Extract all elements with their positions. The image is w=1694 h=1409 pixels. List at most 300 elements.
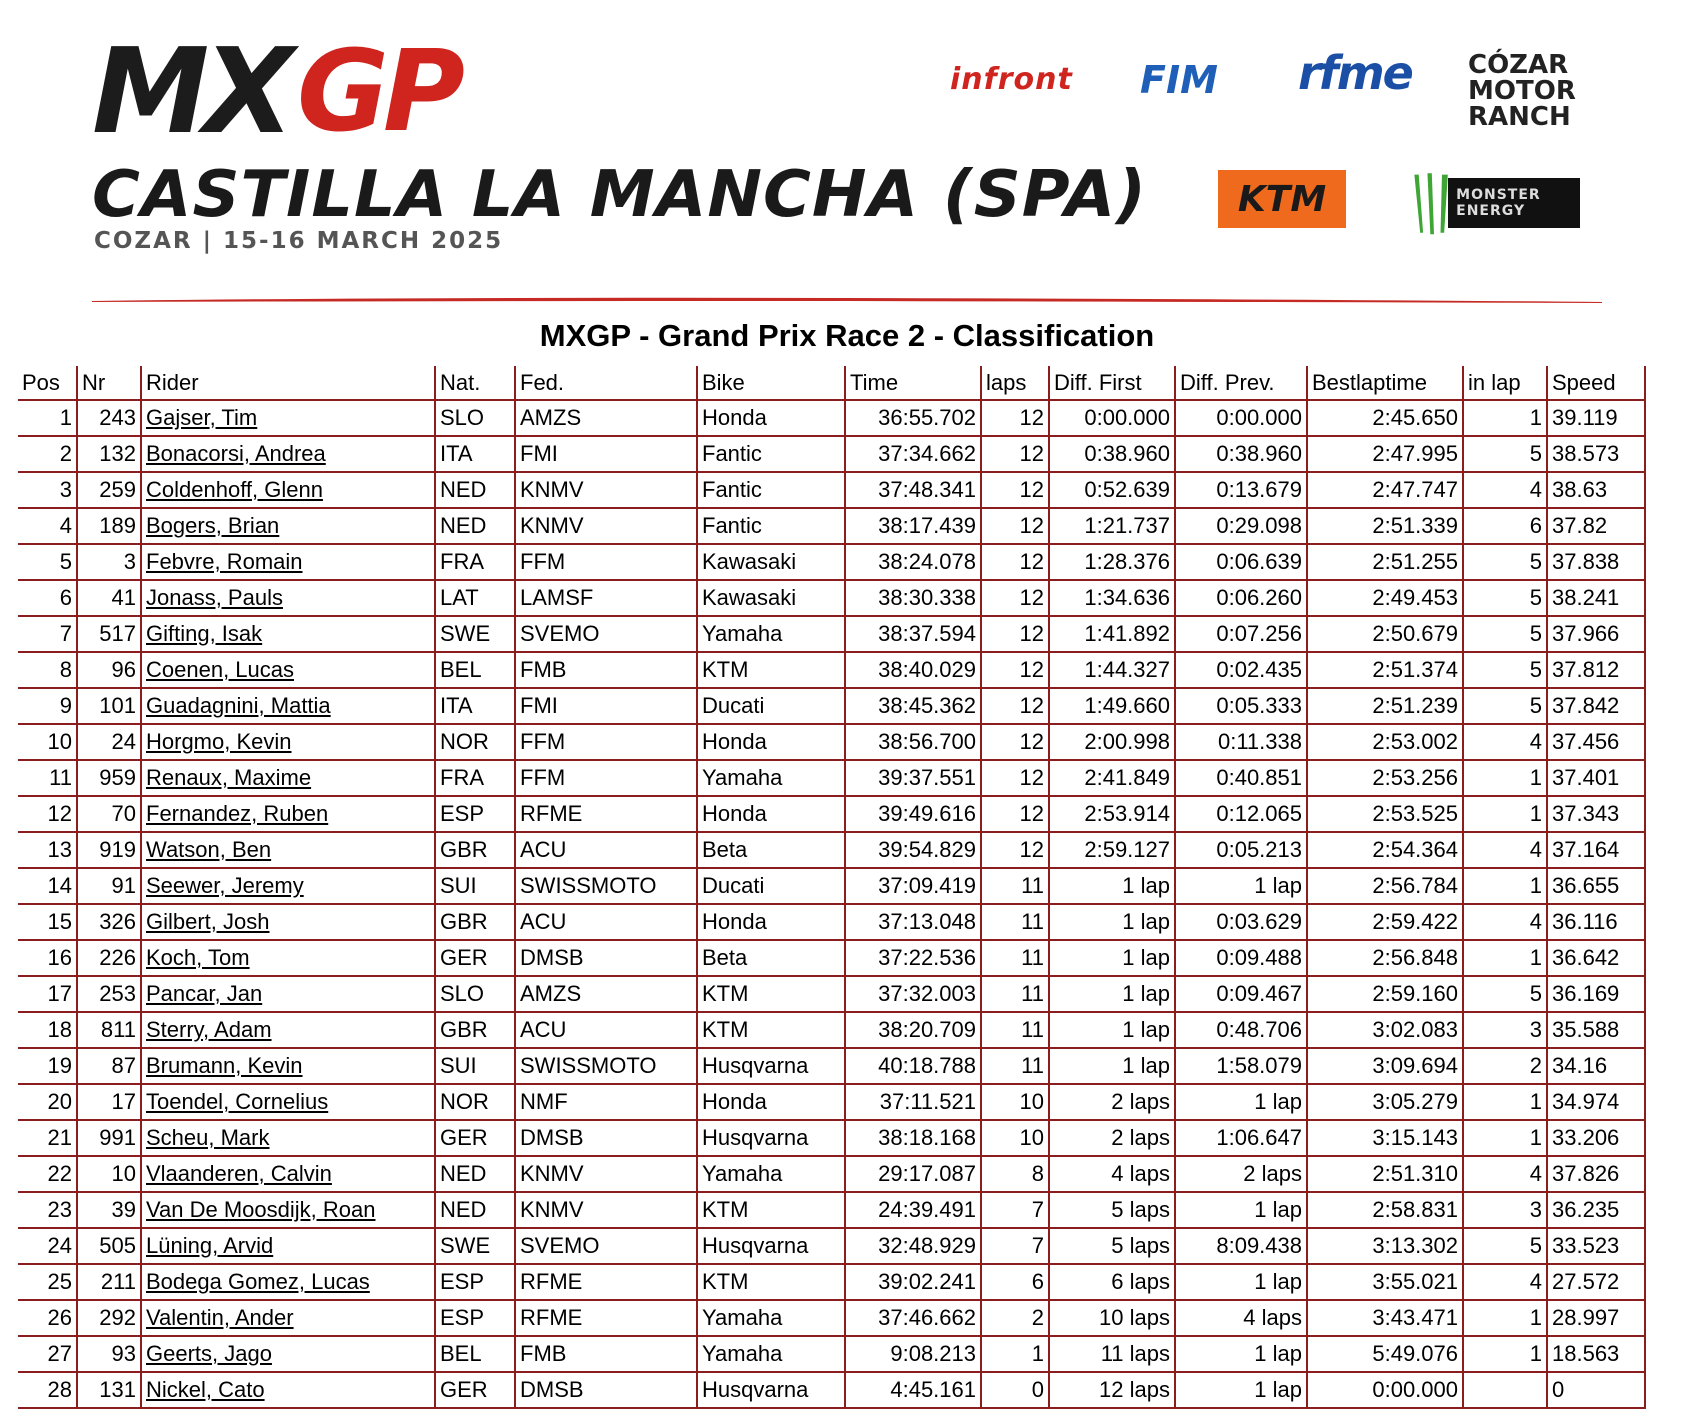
table-row — [18, 545, 1646, 581]
cell-in-lap — [1464, 1373, 1548, 1409]
monster-claw-icon — [1410, 160, 1452, 246]
cell-diff-first: 2 laps — [1050, 1121, 1176, 1157]
rider-link[interactable]: Sterry, Adam — [146, 1017, 272, 1042]
cell-laps: 2 — [982, 1301, 1050, 1337]
rider-link[interactable]: Gajser, Tim — [146, 405, 258, 430]
cell-diff-prev: 0:48.706 — [1176, 1013, 1308, 1049]
cell-pos: 27 — [18, 1337, 78, 1373]
cell-rider — [142, 689, 436, 725]
cell-pos: 9 — [18, 689, 78, 725]
cell-nat: ITA — [436, 689, 516, 725]
cell-nr: 919 — [78, 833, 142, 869]
cell-nr: 259 — [78, 473, 142, 509]
cell-bike: Yamaha — [698, 1337, 846, 1373]
cell-pos: 8 — [18, 653, 78, 689]
cell-fed: FMB — [516, 653, 698, 689]
cell-fed: SVEMO — [516, 1229, 698, 1265]
column-header-nat: Nat. — [436, 366, 516, 401]
cell-time: 40:18.788 — [846, 1049, 982, 1085]
mxgp-logo — [92, 30, 532, 150]
cell-rider — [142, 725, 436, 761]
cell-pos: 19 — [18, 1049, 78, 1085]
classification-table — [18, 366, 1646, 1409]
column-header-nr: Nr — [78, 366, 142, 401]
column-header-laps: laps — [982, 366, 1050, 401]
cell-speed: 28.997 — [1548, 1301, 1646, 1337]
cell-laps: 12 — [982, 725, 1050, 761]
rider-link[interactable]: Pancar, Jan — [146, 981, 263, 1006]
cell-pos: 20 — [18, 1085, 78, 1121]
document-title: MXGP - Grand Prix Race 2 - Classification — [539, 318, 1155, 353]
cell-time: 37:11.521 — [846, 1085, 982, 1121]
cell-laps: 12 — [982, 653, 1050, 689]
cell-bestlaptime: 2:47.995 — [1308, 437, 1464, 473]
cell-laps: 12 — [982, 437, 1050, 473]
cell-fed: ACU — [516, 905, 698, 941]
rider-link[interactable]: Renaux, Maxime — [146, 765, 312, 790]
cell-in-lap: 4 — [1464, 725, 1548, 761]
cell-diff-first: 1:41.892 — [1050, 617, 1176, 653]
cell-diff-prev: 0:09.467 — [1176, 977, 1308, 1013]
cell-speed: 37.82 — [1548, 509, 1646, 545]
cell-bike: Husqvarna — [698, 1373, 846, 1409]
rider-link[interactable]: Bodega Gomez, Lucas — [146, 1269, 370, 1294]
column-header-bestlaptime: Bestlaptime — [1308, 366, 1464, 401]
cell-fed: KNMV — [516, 1193, 698, 1229]
cell-nr: 70 — [78, 797, 142, 833]
cell-pos: 7 — [18, 617, 78, 653]
rider-link[interactable]: Van De Moosdijk, Roan — [146, 1197, 376, 1222]
cell-speed: 18.563 — [1548, 1337, 1646, 1373]
cell-fed: RFME — [516, 1265, 698, 1301]
rider-link[interactable]: Bonacorsi, Andrea — [146, 441, 326, 466]
cell-in-lap: 3 — [1464, 1193, 1548, 1229]
rider-link[interactable]: Coldenhoff, Glenn — [146, 477, 323, 502]
cell-nat: ESP — [436, 797, 516, 833]
cell-bike: Husqvarna — [698, 1229, 846, 1265]
cell-diff-first: 1:44.327 — [1050, 653, 1176, 689]
cell-nr: 96 — [78, 653, 142, 689]
cell-diff-first: 12 laps — [1050, 1373, 1176, 1409]
cell-nat: NOR — [436, 725, 516, 761]
cell-speed: 39.119 — [1548, 401, 1646, 437]
cell-diff-first: 4 laps — [1050, 1157, 1176, 1193]
cell-fed: FFM — [516, 761, 698, 797]
cell-laps: 11 — [982, 941, 1050, 977]
rider-link[interactable]: Gifting, Isak — [146, 621, 263, 646]
cell-nr: 211 — [78, 1265, 142, 1301]
cell-in-lap: 3 — [1464, 1013, 1548, 1049]
table-row — [18, 761, 1646, 797]
cell-bike: KTM — [698, 653, 846, 689]
cell-nr: 991 — [78, 1121, 142, 1157]
cell-bike: Yamaha — [698, 1301, 846, 1337]
cell-rider — [142, 1229, 436, 1265]
cell-fed: FMI — [516, 689, 698, 725]
cell-in-lap: 1 — [1464, 1121, 1548, 1157]
cell-diff-first: 1:49.660 — [1050, 689, 1176, 725]
cell-pos: 10 — [18, 725, 78, 761]
cell-rider — [142, 617, 436, 653]
cell-time: 39:02.241 — [846, 1265, 982, 1301]
cell-bike: Fantic — [698, 473, 846, 509]
cell-bike: Ducati — [698, 689, 846, 725]
cell-bestlaptime: 2:47.747 — [1308, 473, 1464, 509]
cell-rider — [142, 1121, 436, 1157]
column-header-diff-first: Diff. First — [1050, 366, 1176, 401]
rider-link[interactable]: Seewer, Jeremy — [146, 873, 304, 898]
cell-in-lap: 1 — [1464, 761, 1548, 797]
cell-diff-first: 5 laps — [1050, 1193, 1176, 1229]
cell-speed: 37.838 — [1548, 545, 1646, 581]
cell-diff-first: 1:34.636 — [1050, 581, 1176, 617]
cell-bike: Yamaha — [698, 617, 846, 653]
cell-diff-prev: 0:06.260 — [1176, 581, 1308, 617]
cell-laps: 12 — [982, 545, 1050, 581]
table-row — [18, 1121, 1646, 1157]
cell-diff-prev: 0:11.338 — [1176, 725, 1308, 761]
cell-nat: GBR — [436, 1013, 516, 1049]
cell-time: 38:40.029 — [846, 653, 982, 689]
cell-in-lap: 4 — [1464, 1265, 1548, 1301]
cell-pos: 17 — [18, 977, 78, 1013]
cell-speed: 38.241 — [1548, 581, 1646, 617]
cell-rider — [142, 1013, 436, 1049]
cell-nat: ITA — [436, 437, 516, 473]
cell-pos: 3 — [18, 473, 78, 509]
cell-bestlaptime: 2:51.374 — [1308, 653, 1464, 689]
cell-nr: 41 — [78, 581, 142, 617]
cell-diff-first: 1 lap — [1050, 977, 1176, 1013]
cell-diff-first: 6 laps — [1050, 1265, 1176, 1301]
cell-pos: 14 — [18, 869, 78, 905]
cell-laps: 11 — [982, 1049, 1050, 1085]
ktm-logo: KTM — [1218, 170, 1346, 228]
rider-link[interactable]: Fernandez, Ruben — [146, 801, 329, 826]
cell-diff-first: 1 lap — [1050, 1013, 1176, 1049]
rider-link[interactable]: Nickel, Cato — [146, 1377, 265, 1402]
cell-bike: Honda — [698, 797, 846, 833]
cell-speed: 33.523 — [1548, 1229, 1646, 1265]
cell-fed: DMSB — [516, 1373, 698, 1409]
cell-bike: Kawasaki — [698, 581, 846, 617]
rider-link[interactable]: Bogers, Brian — [146, 513, 280, 538]
cell-pos: 21 — [18, 1121, 78, 1157]
cell-speed: 36.116 — [1548, 905, 1646, 941]
cell-nr: 326 — [78, 905, 142, 941]
cell-bike: Husqvarna — [698, 1049, 846, 1085]
cell-speed: 38.63 — [1548, 473, 1646, 509]
cell-speed: 37.966 — [1548, 617, 1646, 653]
cell-in-lap: 1 — [1464, 1085, 1548, 1121]
cell-fed: FFM — [516, 725, 698, 761]
cell-fed: FFM — [516, 545, 698, 581]
svg-text:GP: GP — [297, 30, 460, 150]
cell-nr: 87 — [78, 1049, 142, 1085]
cell-diff-first: 11 laps — [1050, 1337, 1176, 1373]
cell-rider — [142, 509, 436, 545]
cell-nr: 292 — [78, 1301, 142, 1337]
cell-in-lap: 5 — [1464, 653, 1548, 689]
cell-nr: 3 — [78, 545, 142, 581]
cell-rider — [142, 401, 436, 437]
table-row — [18, 869, 1646, 905]
cell-diff-prev: 0:00.000 — [1176, 401, 1308, 437]
cell-rider — [142, 1265, 436, 1301]
cell-in-lap: 5 — [1464, 545, 1548, 581]
cell-speed: 27.572 — [1548, 1265, 1646, 1301]
table-row — [18, 1229, 1646, 1265]
cell-fed: FMB — [516, 1337, 698, 1373]
rider-link[interactable]: Jonass, Pauls — [146, 585, 283, 610]
cell-speed: 35.588 — [1548, 1013, 1646, 1049]
cell-nat: SWE — [436, 617, 516, 653]
cell-nat: FRA — [436, 761, 516, 797]
cell-pos: 6 — [18, 581, 78, 617]
cell-laps: 12 — [982, 617, 1050, 653]
cell-bestlaptime: 2:54.364 — [1308, 833, 1464, 869]
cell-in-lap: 4 — [1464, 905, 1548, 941]
cell-speed: 38.573 — [1548, 437, 1646, 473]
cell-fed: RFME — [516, 1301, 698, 1337]
cell-nat: SWE — [436, 1229, 516, 1265]
cell-bike: Yamaha — [698, 761, 846, 797]
rider-link[interactable]: Scheu, Mark — [146, 1125, 270, 1150]
cell-nr: 226 — [78, 941, 142, 977]
cell-pos: 23 — [18, 1193, 78, 1229]
column-header-diff-prev: Diff. Prev. — [1176, 366, 1308, 401]
cell-bestlaptime: 3:55.021 — [1308, 1265, 1464, 1301]
cell-in-lap: 5 — [1464, 437, 1548, 473]
cell-speed: 33.206 — [1548, 1121, 1646, 1157]
cell-bestlaptime: 0:00.000 — [1308, 1373, 1464, 1409]
cell-in-lap: 5 — [1464, 689, 1548, 725]
cell-diff-prev: 0:05.333 — [1176, 689, 1308, 725]
cell-speed: 36.235 — [1548, 1193, 1646, 1229]
cell-diff-prev: 1 lap — [1176, 1337, 1308, 1373]
cell-laps: 0 — [982, 1373, 1050, 1409]
cell-diff-first: 1:28.376 — [1050, 545, 1176, 581]
cell-time: 38:17.439 — [846, 509, 982, 545]
cell-bike: Kawasaki — [698, 545, 846, 581]
table-row — [18, 1157, 1646, 1193]
cell-rider — [142, 1193, 436, 1229]
cell-time: 37:48.341 — [846, 473, 982, 509]
cell-pos: 2 — [18, 437, 78, 473]
cell-in-lap: 6 — [1464, 509, 1548, 545]
cell-laps: 6 — [982, 1265, 1050, 1301]
cell-bestlaptime: 2:58.831 — [1308, 1193, 1464, 1229]
cell-rider — [142, 977, 436, 1013]
cell-pos: 13 — [18, 833, 78, 869]
cell-diff-first: 1:21.737 — [1050, 509, 1176, 545]
cell-fed: DMSB — [516, 941, 698, 977]
rider-link[interactable]: Coenen, Lucas — [146, 657, 294, 682]
cell-speed: 34.974 — [1548, 1085, 1646, 1121]
cell-time: 37:46.662 — [846, 1301, 982, 1337]
table-row — [18, 905, 1646, 941]
cell-bestlaptime: 3:05.279 — [1308, 1085, 1464, 1121]
cell-in-lap: 2 — [1464, 1049, 1548, 1085]
rider-link[interactable]: Lüning, Arvid — [146, 1233, 274, 1258]
cell-nat: FRA — [436, 545, 516, 581]
cell-rider — [142, 1157, 436, 1193]
cell-rider — [142, 1373, 436, 1409]
cell-laps: 11 — [982, 1013, 1050, 1049]
cell-bike: Fantic — [698, 509, 846, 545]
rider-link[interactable]: Febvre, Romain — [146, 549, 303, 574]
cell-bike: Beta — [698, 833, 846, 869]
column-header-in-lap: in lap — [1464, 366, 1548, 401]
cell-nat: GER — [436, 1373, 516, 1409]
cell-time: 38:30.338 — [846, 581, 982, 617]
cell-rider — [142, 905, 436, 941]
table-row — [18, 689, 1646, 725]
cell-nr: 132 — [78, 437, 142, 473]
table-row — [18, 1013, 1646, 1049]
table-row — [18, 1337, 1646, 1373]
rider-link[interactable]: Gilbert, Josh — [146, 909, 270, 934]
event-subtitle: COZAR | 15-16 MARCH 2025 — [94, 228, 504, 254]
cell-laps: 12 — [982, 509, 1050, 545]
cell-time: 29:17.087 — [846, 1157, 982, 1193]
cell-fed: KNMV — [516, 473, 698, 509]
cell-diff-first: 2:53.914 — [1050, 797, 1176, 833]
cell-diff-prev: 1:58.079 — [1176, 1049, 1308, 1085]
fim-logo: FIM — [1140, 58, 1218, 102]
table-row — [18, 437, 1646, 473]
cell-pos: 5 — [18, 545, 78, 581]
cell-fed: KNMV — [516, 1157, 698, 1193]
cell-time: 38:37.594 — [846, 617, 982, 653]
cell-in-lap: 4 — [1464, 1157, 1548, 1193]
table-row — [18, 401, 1646, 437]
cell-nat: ESP — [436, 1301, 516, 1337]
rider-link[interactable]: Geerts, Jago — [146, 1341, 272, 1366]
cell-fed: SVEMO — [516, 617, 698, 653]
cell-bike: Ducati — [698, 869, 846, 905]
cell-pos: 15 — [18, 905, 78, 941]
cell-in-lap: 5 — [1464, 1229, 1548, 1265]
cell-bestlaptime: 2:53.525 — [1308, 797, 1464, 833]
cell-time: 38:24.078 — [846, 545, 982, 581]
cell-in-lap: 5 — [1464, 617, 1548, 653]
cell-pos: 16 — [18, 941, 78, 977]
cell-bike: KTM — [698, 977, 846, 1013]
cell-diff-prev: 1 lap — [1176, 1085, 1308, 1121]
cell-time: 39:54.829 — [846, 833, 982, 869]
cell-nat: NED — [436, 473, 516, 509]
table-row — [18, 941, 1646, 977]
cell-diff-first: 1 lap — [1050, 905, 1176, 941]
cell-pos: 4 — [18, 509, 78, 545]
cell-diff-first: 2:00.998 — [1050, 725, 1176, 761]
cell-speed: 36.169 — [1548, 977, 1646, 1013]
cell-fed: SWISSMOTO — [516, 869, 698, 905]
cell-diff-prev: 0:07.256 — [1176, 617, 1308, 653]
cell-diff-prev: 0:05.213 — [1176, 833, 1308, 869]
cell-pos: 26 — [18, 1301, 78, 1337]
cell-rider — [142, 833, 436, 869]
rider-link[interactable]: Guadagnini, Mattia — [146, 693, 331, 718]
cell-diff-first: 5 laps — [1050, 1229, 1176, 1265]
cell-diff-prev: 0:09.488 — [1176, 941, 1308, 977]
cell-bestlaptime: 5:49.076 — [1308, 1337, 1464, 1373]
cell-nr: 17 — [78, 1085, 142, 1121]
column-header-pos: Pos — [18, 366, 78, 401]
cell-fed: NMF — [516, 1085, 698, 1121]
rider-link[interactable]: Brumann, Kevin — [146, 1053, 303, 1078]
cell-speed: 36.655 — [1548, 869, 1646, 905]
cell-bike: Honda — [698, 401, 846, 437]
cell-rider — [142, 1301, 436, 1337]
cell-speed: 0 — [1548, 1373, 1646, 1409]
cell-time: 38:56.700 — [846, 725, 982, 761]
cell-nat: GBR — [436, 833, 516, 869]
cell-nr: 91 — [78, 869, 142, 905]
rider-link[interactable]: Valentin, Ander — [146, 1305, 294, 1330]
rider-link[interactable]: Toendel, Cornelius — [146, 1089, 329, 1114]
cell-speed: 34.16 — [1548, 1049, 1646, 1085]
table-row — [18, 833, 1646, 869]
infront-logo: infront — [950, 62, 1073, 97]
cell-nr: 253 — [78, 977, 142, 1013]
cell-time: 38:45.362 — [846, 689, 982, 725]
cell-pos: 1 — [18, 401, 78, 437]
rider-link[interactable]: Watson, Ben — [146, 837, 272, 862]
cell-laps: 12 — [982, 833, 1050, 869]
cell-nr: 101 — [78, 689, 142, 725]
cell-pos: 28 — [18, 1373, 78, 1409]
table-row — [18, 977, 1646, 1013]
cell-bike: Honda — [698, 905, 846, 941]
cell-in-lap: 4 — [1464, 833, 1548, 869]
cell-rider — [142, 869, 436, 905]
cell-diff-prev: 0:40.851 — [1176, 761, 1308, 797]
page-header — [0, 0, 1694, 320]
cell-nr: 505 — [78, 1229, 142, 1265]
rider-link[interactable]: Koch, Tom — [146, 945, 250, 970]
cell-time: 37:09.419 — [846, 869, 982, 905]
cell-in-lap: 1 — [1464, 869, 1548, 905]
cell-bestlaptime: 3:02.083 — [1308, 1013, 1464, 1049]
cozar-motor-ranch-logo: CÓZAR MOTOR RANCH — [1468, 50, 1576, 132]
rider-link[interactable]: Horgmo, Kevin — [146, 729, 292, 754]
cell-diff-first: 0:52.639 — [1050, 473, 1176, 509]
cell-speed: 37.812 — [1548, 653, 1646, 689]
cell-pos: 22 — [18, 1157, 78, 1193]
cell-nr: 131 — [78, 1373, 142, 1409]
cell-bike: Fantic — [698, 437, 846, 473]
cell-time: 32:48.929 — [846, 1229, 982, 1265]
cell-nr: 24 — [78, 725, 142, 761]
table-row — [18, 617, 1646, 653]
cell-fed: ACU — [516, 833, 698, 869]
cell-diff-first: 1 lap — [1050, 1049, 1176, 1085]
cell-laps: 12 — [982, 401, 1050, 437]
cell-nat: BEL — [436, 1337, 516, 1373]
rider-link[interactable]: Vlaanderen, Calvin — [146, 1161, 332, 1186]
cell-diff-first: 2:59.127 — [1050, 833, 1176, 869]
cell-speed: 36.642 — [1548, 941, 1646, 977]
cell-nr: 243 — [78, 401, 142, 437]
table-header-row — [18, 366, 1646, 401]
cell-diff-prev: 2 laps — [1176, 1157, 1308, 1193]
cell-laps: 8 — [982, 1157, 1050, 1193]
cell-fed: RFME — [516, 797, 698, 833]
cell-diff-prev: 0:06.639 — [1176, 545, 1308, 581]
cell-bestlaptime: 2:51.255 — [1308, 545, 1464, 581]
